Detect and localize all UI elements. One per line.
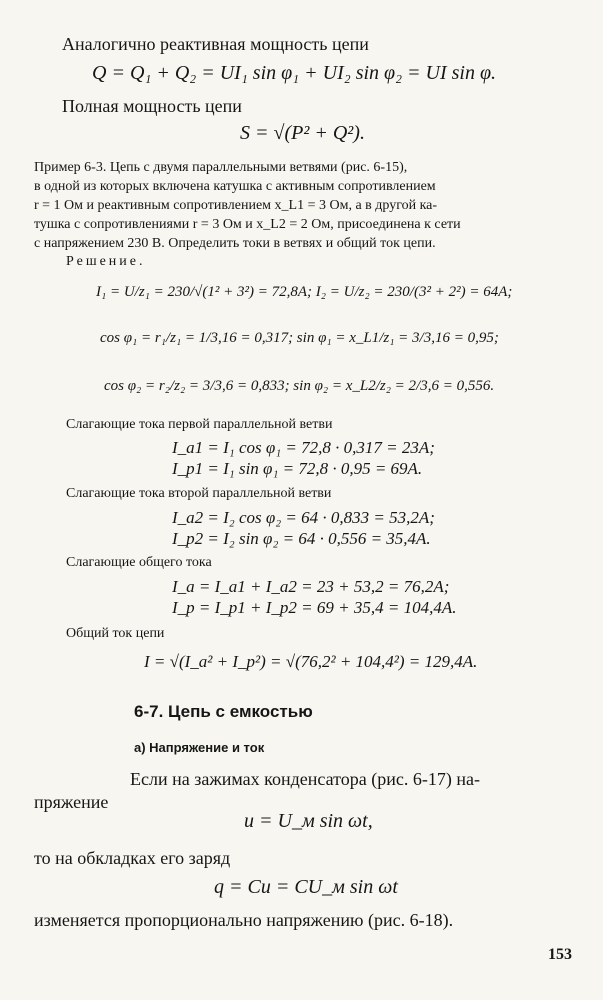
text-line-1: Аналогично реактивная мощность цепи — [62, 34, 369, 54]
formula-charge: q = Cu = CU_м sin ωt — [214, 876, 398, 898]
example-line-2: в одной из которых включена катушка с активным сопротивлением — [34, 179, 436, 194]
text-capacitor-2: пряжение — [34, 792, 109, 812]
formula-ip2: I_p2 = I₂ sin φ₂ = 64 · 0,556 = 35,4A. — [172, 529, 431, 548]
formula-ip1: I_p1 = I₁ sin φ₁ = 72,8 · 0,95 = 69A. — [172, 459, 423, 478]
formula-voltage: u = U_м sin ωt, — [244, 810, 373, 832]
formula-ia1: I_a1 = I₁ cos φ₁ = 72,8 · 0,317 = 23A; — [172, 438, 435, 457]
formula-ia: I_a = I_a1 + I_a2 = 23 + 53,2 = 76,2A; — [172, 577, 450, 596]
total-heading: Слагающие общего тока — [66, 555, 212, 570]
text-proportional: изменяется пропорционально напряжению (рис. 6-18). — [34, 910, 454, 930]
subsection-heading: а) Напряжение и ток — [134, 740, 265, 755]
text-line-3: Полная мощность цепи — [62, 96, 242, 116]
example-line-3: r = 1 Ом и реактивным сопротивлением x_L1 = 3 Ом, а в другой ка- — [34, 198, 438, 213]
example-line-1: Пример 6-3. Цепь с двумя параллельными ветвями (рис. 6-15), — [34, 160, 408, 175]
branch1-heading: Слагающие тока первой параллельной ветви — [66, 417, 333, 432]
solution-heading: Решение. — [66, 254, 146, 269]
formula-ia2: I_a2 = I₂ cos φ₂ = 64 · 0,833 = 53,2A; — [172, 508, 435, 527]
formula-reactive-power: Q = Q₁ + Q₂ = UI₁ sin φ₁ + UI₂ sin φ₂ = UI sin φ. — [92, 62, 497, 84]
formula-phi2: cos φ₂ = r₂/z₂ = 3/3,6 = 0,833; sin φ₂ = x_L2/z₂ = 2/3,6 = 0,556. — [104, 378, 495, 394]
text-charge: то на обкладках его заряд — [34, 848, 231, 868]
example-line-5: с напряжением 230 В. Определить токи в ветвях и общий ток цепи. — [34, 236, 436, 251]
formula-phi1: cos φ₁ = r₁/z₁ = 1/3,16 = 0,317; sin φ₁ = x_L1/z₁ = 3/3,16 = 0,95; — [100, 330, 499, 346]
formula-total-current: I = √(I_a² + I_p²) = √(76,2² + 104,4²) = 129,4A. — [144, 652, 478, 671]
formula-apparent-power: S = √(P² + Q²). — [240, 122, 365, 144]
branch2-heading: Слагающие тока второй параллельной ветви — [66, 486, 332, 501]
total-current-heading: Общий ток цепи — [66, 626, 165, 641]
page-number: 153 — [548, 946, 572, 963]
example-line-4: тушка с сопротивлениями r = 3 Ом и x_L2 = 2 Ом, присоединена к сети — [34, 217, 461, 232]
section-heading: 6-7. Цепь с емкостью — [134, 702, 313, 721]
text-capacitor-1: Если на зажимах конденсатора (рис. 6-17) на- — [130, 769, 480, 789]
formula-ip: I_p = I_p1 + I_p2 = 69 + 35,4 = 104,4A. — [172, 598, 457, 617]
formula-currents: I₁ = U/z₁ = 230/√(1² + 3²) = 72,8A; I₂ = U/z₂ = 230/(3² + 2²) = 64A; — [96, 284, 513, 300]
